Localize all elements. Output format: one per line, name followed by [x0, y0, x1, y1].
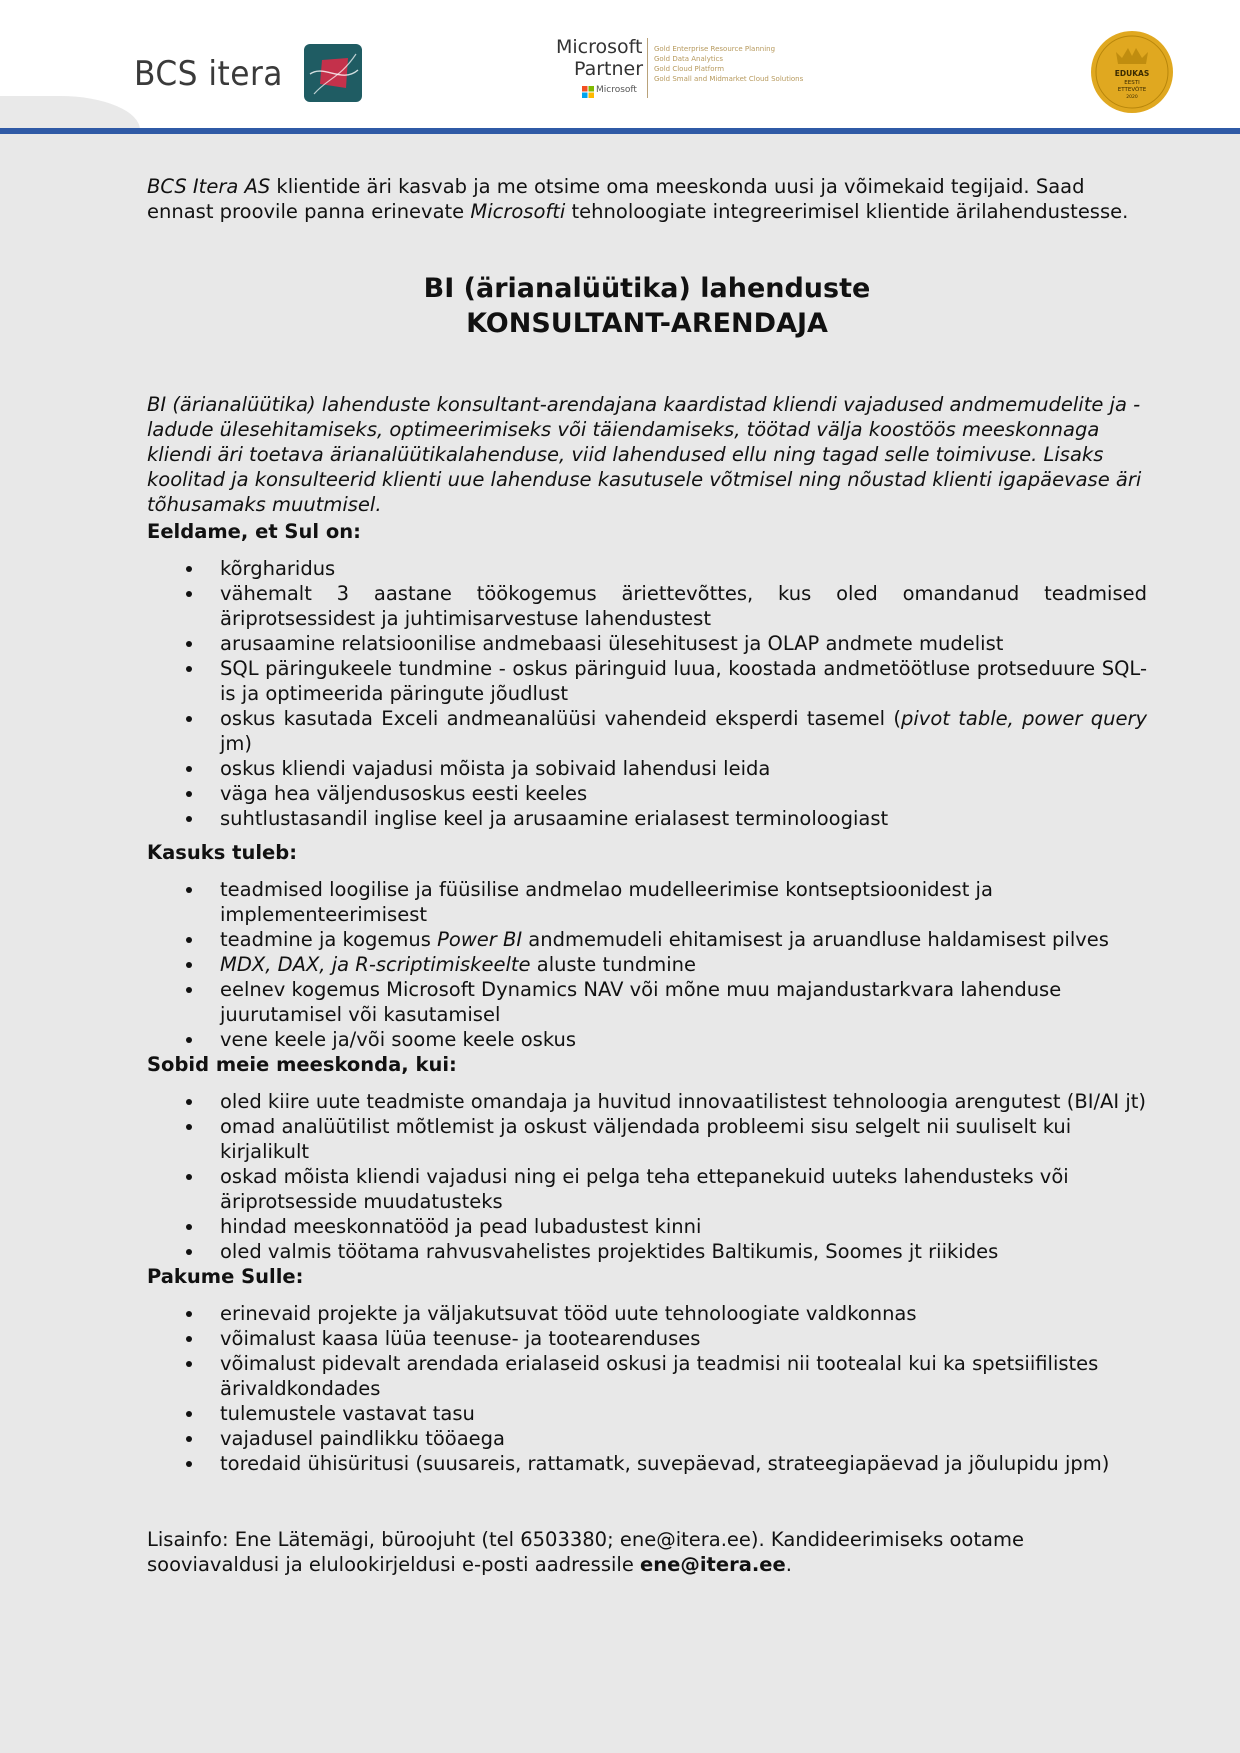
list-item: teadmised loogilise ja füüsilise andmelao mudelleerimise kontseptsioonidest ja implementeerimisest: [147, 877, 1147, 927]
contact-email: ene@itera.ee: [640, 1553, 786, 1576]
svg-text:EESTI: EESTI: [1124, 80, 1140, 86]
advantages-list: [147, 877, 1147, 1052]
microsoft-squares-icon: [582, 86, 594, 98]
ms-competency: Gold Enterprise Resource Planning: [654, 45, 776, 53]
list-item: oled valmis töötama rahvusvahelistes projektides Baltikumis, Soomes jt riikides: [147, 1239, 1147, 1264]
list-item: väga hea väljendusoskus eesti keeles: [147, 781, 1147, 806]
contact-text: Lisainfo: Ene Lätemägi, büroojuht (tel 6503380; ene@itera.ee). Kandideerimiseks ootame sooviavaldusi ja elulookirjeldusi e-posti aadressile: [147, 1528, 1024, 1576]
job-title: [147, 271, 1147, 341]
excel-text-italic: pivot table, power query: [901, 707, 1147, 730]
list-item: eelnev kogemus Microsoft Dynamics NAV või mõne muu majandustarkvara lahenduse juurutamisel või kasutamisel: [147, 977, 1147, 1027]
list-item: tulemustele vastavat tasu: [147, 1401, 1147, 1426]
list-item: [147, 706, 1147, 756]
advantages-heading: Kasuks tuleb:: [147, 841, 297, 864]
intro-text-a: klientide äri kasvab ja me otsime oma meeskonda uusi ja võimekaid tegijaid. Saad ennast proovile panna erinevate: [147, 175, 1085, 223]
ms-competency: Gold Cloud Platform: [654, 65, 725, 73]
list-item: SQL päringukeele tundmine - oskus päringuid luua, koostada andmetöötluse protseduure SQL-is ja optimeerida päringute jõudlust: [147, 656, 1147, 706]
list-item: suhtlustasandil inglise keel ja arusaamine erialasest terminoloogiast: [147, 806, 1147, 831]
svg-text:EDUKAS: EDUKAS: [1114, 69, 1150, 78]
ms-divider: [647, 38, 648, 98]
advantages-section: [147, 840, 1147, 1052]
fit-section: [147, 1052, 1147, 1264]
list-item: erinevaid projekte ja väljakutsuvat tööd uute tehnoloogiate valdkonnas: [147, 1301, 1147, 1326]
list-item: vähemalt 3 aastane töökogemus äriettevõttes, kus oled omandanud teadmised äriprotsessidest ja juhtimisarvestuse lahendustest: [147, 581, 1147, 631]
offer-list: [147, 1301, 1147, 1476]
requirements-heading: Eeldame, et Sul on:: [147, 520, 361, 543]
ms-partner-line1: Microsoft: [556, 36, 643, 58]
contact-end: .: [785, 1553, 792, 1576]
intro-text-b: tehnoloogiate integreerimisel klientide ärilahendustesse.: [565, 200, 1129, 223]
list-item: omad analüütilist mõtlemist ja oskust väljendada probleemi sisu selgelt nii suuliselt kui kirjalikult: [147, 1114, 1147, 1164]
ms-competency: Gold Data Analytics: [654, 55, 724, 63]
offer-section: [147, 1264, 1147, 1476]
bcs-itera-logo-text: BCS itera: [134, 54, 283, 94]
contact-paragraph: [147, 1527, 1147, 1577]
intro-microsoft: Microsofti: [470, 200, 566, 223]
list-item: võimalust kaasa lüüa teenuse- ja tootearenduses: [147, 1326, 1147, 1351]
ms-partner-line2: Partner: [574, 58, 644, 80]
document-page: [0, 134, 1240, 1753]
microsoft-partner-logo: [556, 36, 806, 100]
ms-competency: Gold Small and Midmarket Cloud Solutions: [654, 75, 804, 83]
list-item: oled kiire uute teadmiste omandaja ja huvitud innovaatilistest tehnoloogia arengutest (BI/AI jt): [147, 1089, 1147, 1114]
excel-text-b: jm): [220, 732, 253, 755]
list-item: oskus kliendi vajadusi mõista ja sobivaid lahendusi leida: [147, 756, 1147, 781]
mdx-text-b: aluste tundmine: [530, 953, 696, 976]
offer-heading: Pakume Sulle:: [147, 1265, 304, 1288]
svg-text:2020: 2020: [1126, 95, 1138, 100]
powerbi-text-italic: Power BI: [437, 928, 523, 951]
intro-paragraph: [147, 174, 1147, 224]
page-header: [0, 0, 1240, 130]
fit-list: [147, 1089, 1147, 1264]
requirements-section: [147, 519, 1147, 831]
list-item: toredaid ühisüritusi (suusareis, rattamatk, suvepäevad, strateegiapäevad ja jõulupidu jpm): [147, 1451, 1147, 1476]
list-item: vajadusel paindlikku tööaega: [147, 1426, 1147, 1451]
job-description: BI (ärianalüütika) lahenduste konsultant-arendajana kaardistad kliendi vajadused andmemudelite ja -ladude ülesehitamiseks, optimeerimiseks või täiendamiseks, töötad välja koostöös meeskonnaga kliendi äri toetava ärianalüütikalahenduse, viid lahendused ellu ning tagad selle toimivuse. Lisaks koolitad ja konsulteerid klienti uue lahenduse kasutusele võtmisel ning nõustad klienti igapäevase äri tõhusamaks muutmisel.: [147, 393, 1142, 516]
bcs-itera-logo-mark-icon: [304, 44, 362, 102]
powerbi-text-b: andmemudeli ehitamisest ja aruandluse haldamisest pilves: [522, 928, 1109, 951]
list-item: arusaamine relatsioonilise andmebaasi ülesehitusest ja OLAP andmete mudelist: [147, 631, 1147, 656]
excel-text-a: oskus kasutada Exceli andmeanalüüsi vahendeid eksperdi tasemel (: [220, 707, 901, 730]
list-item: [147, 952, 1147, 977]
intro-company: BCS Itera AS: [147, 175, 271, 198]
list-item: oskad mõista kliendi vajadusi ning ei pelga teha ettepanekuid uuteks lahendusteks või äriprotsesside muudatusteks: [147, 1164, 1147, 1214]
edukas-eesti-ettevote-badge-icon: [1090, 30, 1174, 114]
svg-text:ETTEVÕTE: ETTEVÕTE: [1117, 87, 1147, 93]
requirements-list: [147, 556, 1147, 831]
list-item: [147, 927, 1147, 952]
ms-brand-text: Microsoft: [596, 85, 637, 95]
job-title-line1: BI (ärianalüütika) lahenduste: [423, 273, 871, 304]
list-item: hindad meeskonnatööd ja pead lubadustest kinni: [147, 1214, 1147, 1239]
list-item: kõrgharidus: [147, 556, 1147, 581]
list-item: võimalust pidevalt arendada erialaseid oskusi ja teadmisi nii tootealal kui ka spetsiifilistes ärivaldkondades: [147, 1351, 1147, 1401]
fit-heading: Sobid meie meeskonda, kui:: [147, 1053, 457, 1076]
powerbi-text-a: teadmine ja kogemus: [220, 928, 438, 951]
mdx-text-italic: MDX, DAX, ja R-scriptimiskeelte: [220, 953, 531, 976]
job-title-line2: KONSULTANT-ARENDAJA: [466, 308, 828, 339]
bcs-itera-logo: [134, 44, 296, 104]
ms-competencies: [654, 44, 803, 84]
list-item: vene keele ja/või soome keele oskus: [147, 1027, 1147, 1052]
